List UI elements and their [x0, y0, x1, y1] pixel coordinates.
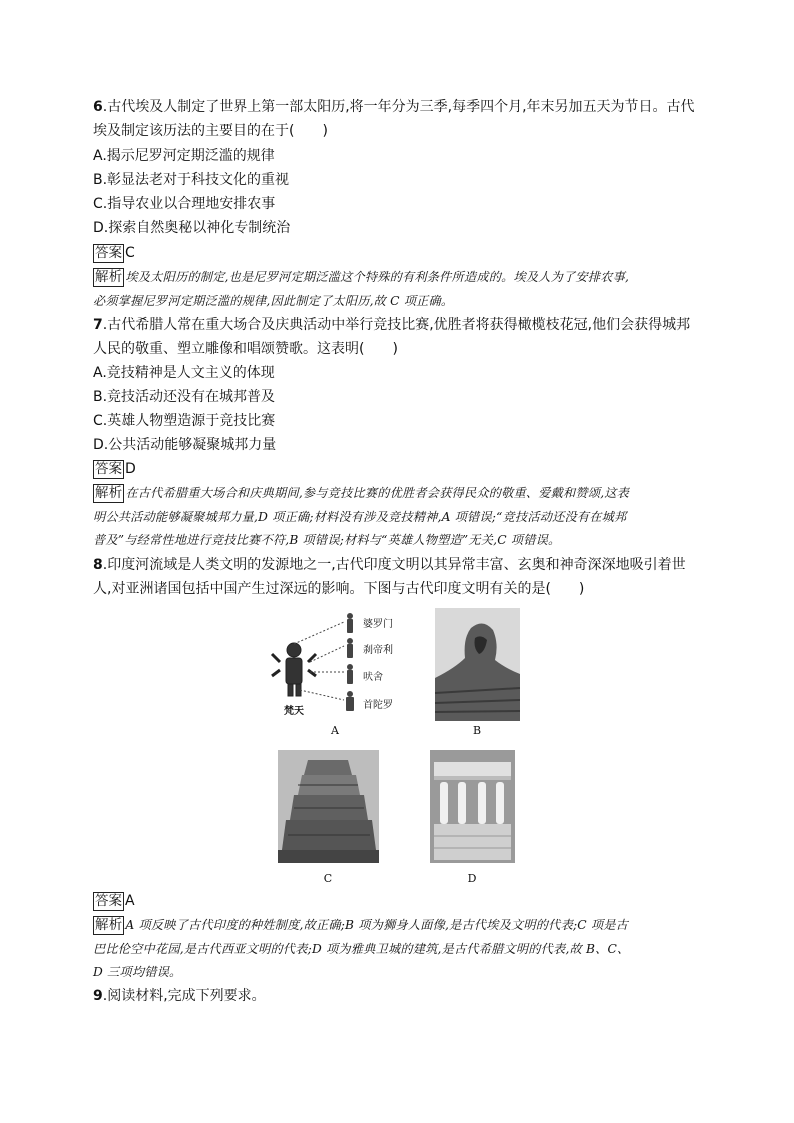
q9-stem: 9.阅读材料,完成下列要求。	[93, 988, 266, 1004]
q6-stem-line2: 埃及制定该历法的主要目的在于( )	[93, 123, 328, 139]
figure-a-caste-diagram[interactable]	[270, 610, 410, 722]
shudra-figure-icon	[346, 691, 354, 711]
q6-number: 6	[93, 99, 103, 115]
q7-explanation-line1: 解析 在古代希腊重大场合和庆典期间,参与竞技比赛的优胜者会获得民众的敬重、爱戴和赞颂,这表	[95, 485, 630, 501]
q8-explanation-line3: D 三项均错误。	[93, 965, 182, 979]
figure-b-label: B	[472, 724, 482, 737]
figure-d-label: D	[467, 872, 477, 885]
caste-label-kshatriya: 刹帝利	[363, 645, 393, 656]
figure-b-sphinx-image[interactable]	[435, 608, 520, 721]
q7-option-b[interactable]: B.竞技活动还没有在城邦普及	[93, 389, 276, 405]
q8-number: 8	[93, 557, 103, 573]
q6-answer-value: C	[125, 245, 135, 261]
sphinx-icon	[435, 608, 520, 721]
caryatid-temple-icon	[430, 750, 515, 863]
caste-label-shudra: 首陀罗	[363, 700, 393, 711]
q6-option-a[interactable]: A.揭示尼罗河定期泛滥的规律	[93, 148, 275, 164]
answer-label-box: 答案	[95, 245, 122, 261]
brahma-deity-icon	[272, 643, 316, 696]
q6-stem-line1: 6.古代埃及人制定了世界上第一部太阳历,将一年分为三季,每季四个月,年末另加五天为节日。古代	[93, 99, 695, 115]
figure-c-label: C	[323, 872, 333, 885]
figure-d-caryatids-image[interactable]	[430, 750, 515, 863]
q7-stem-line1: 7.古代希腊人常在重大场合及庆典活动中举行竞技比赛,优胜者将获得橄榄枝花冠,他们会获得城邦	[93, 317, 691, 333]
deity-label: 梵天	[284, 706, 304, 717]
explanation-label-box: 解析	[95, 485, 123, 501]
q7-option-c[interactable]: C.英雄人物塑造源于竞技比赛	[93, 413, 276, 429]
q7-answer	[93, 459, 136, 479]
brahmin-figure-icon	[347, 613, 353, 633]
q6-answer	[93, 243, 135, 263]
q7-explanation-line3: 普及”与经常性地进行竞技比赛不符,B 项错误;材料与“英雄人物塑造”无关,C 项错误。	[93, 533, 561, 547]
q8-stem-line1: 8.印度河流域是人类文明的发源地之一,古代印度文明以其异常丰富、玄奥和神奇深深地吸引着世	[93, 557, 686, 573]
q7-answer-value: D	[125, 461, 136, 477]
q8-stem-line2: 人,对亚洲诸国包括中国产生过深远的影响。下图与古代印度文明有关的是( )	[93, 581, 585, 597]
q8-answer-value: A	[125, 893, 135, 909]
q6-option-b[interactable]: B.彰显法老对于科技文化的重视	[93, 172, 290, 188]
q6-explanation-line2: 必须掌握尼罗河定期泛滥的规律,因此制定了太阳历,故 C 项正确。	[93, 294, 454, 308]
answer-label-box: 答案	[95, 893, 122, 909]
explanation-label-box: 解析	[95, 269, 123, 285]
answer-label-box: 答案	[95, 461, 122, 477]
caste-label-brahmin: 婆罗门	[363, 619, 393, 630]
explanation-label-box: 解析	[95, 917, 123, 933]
q9-number: 9	[93, 988, 103, 1004]
babylon-tower-icon	[278, 750, 379, 863]
figure-a-label: A	[331, 724, 339, 737]
q7-explanation-line2: 明公共活动能够凝聚城邦力量,D 项正确;材料没有涉及竞技精神,A 项错误;“竞技活动还没有在城邦	[93, 510, 627, 524]
q8-explanation-line1: 解析 A 项反映了古代印度的种姓制度,故正确;B 项为狮身人面像,是古代埃及文明的代表;C 项是古	[95, 917, 629, 933]
q6-option-c[interactable]: C.指导农业以合理地安排农事	[93, 196, 276, 212]
q6-explanation-line1: 解析 埃及太阳历的制定,也是尼罗河定期泛滥这个特殊的有利条件所造成的。埃及人为了安排农事,	[95, 269, 630, 285]
q7-option-a[interactable]: A.竞技精神是人文主义的体现	[93, 365, 275, 381]
figure-c-babylon-image[interactable]	[278, 750, 379, 863]
q7-number: 7	[93, 317, 103, 333]
kshatriya-figure-icon	[347, 638, 353, 658]
q7-option-d[interactable]: D.公共活动能够凝聚城邦力量	[93, 437, 277, 453]
vaishya-figure-icon	[347, 664, 353, 684]
caste-label-vaishya: 吠舍	[363, 672, 383, 683]
q8-explanation-line2: 巴比伦空中花园,是古代西亚文明的代表;D 项为雅典卫城的建筑,是古代希腊文明的代表,故 B、C、	[93, 942, 630, 956]
q6-option-d[interactable]: D.探索自然奥秘以神化专制统治	[93, 220, 291, 236]
q7-stem-line2: 人民的敬重、塑立雕像和唱颂赞歌。这表明( )	[93, 341, 398, 357]
q8-answer	[93, 891, 135, 911]
